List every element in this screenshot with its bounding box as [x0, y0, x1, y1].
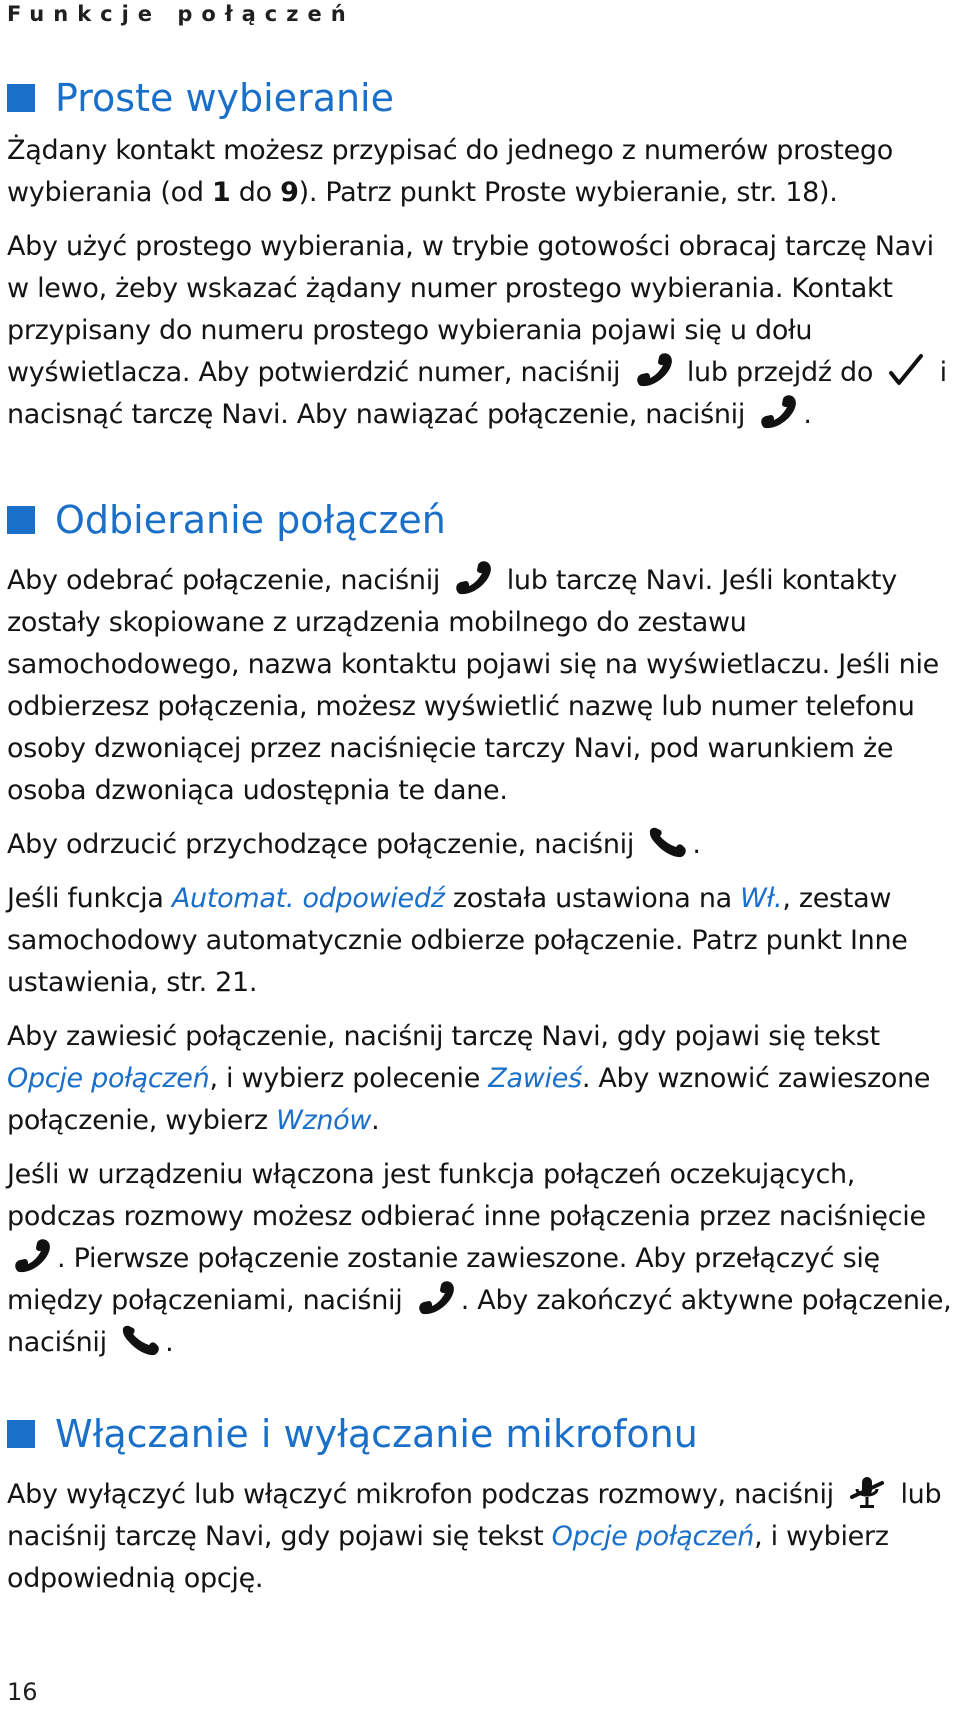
- text: .: [803, 399, 812, 430]
- text: . Pierwsze połączenie zostanie zawieszone. Aby przełączyć się między połączeniami, naciśnij: [7, 1243, 880, 1316]
- paragraph: [7, 130, 957, 214]
- text: .: [692, 829, 701, 860]
- heading-text: Włączanie i wyłączanie mikrofonu: [55, 1412, 698, 1456]
- text: Aby zawiesić połączenie, naciśnij tarczę Navi, gdy pojawi się tekst: [7, 1021, 880, 1052]
- text: do: [230, 177, 281, 208]
- section-heading: [7, 494, 957, 546]
- heading-text: Odbieranie połączeń: [55, 498, 446, 542]
- paragraph: [7, 1154, 957, 1364]
- call-key-icon: [633, 353, 675, 389]
- text: . Aby zakończyć aktywne połączenie, naciśnij: [7, 1285, 952, 1358]
- paragraph: [7, 824, 957, 866]
- text: lub naciśnij tarczę Navi, gdy pojawi się tekst: [7, 1479, 942, 1552]
- key-label: 1: [211, 177, 231, 208]
- call-key-icon: [452, 561, 494, 597]
- paragraph: [7, 878, 957, 1004]
- option-value: Wł.: [740, 883, 783, 914]
- text: .: [165, 1327, 174, 1358]
- page-number: 16: [7, 1678, 38, 1706]
- paragraph: [7, 226, 957, 436]
- paragraph: [7, 1474, 957, 1600]
- key-label: 9: [280, 177, 299, 208]
- end-key-icon: [646, 825, 688, 861]
- section-answering-calls: [7, 494, 957, 1376]
- text: Jeśli funkcja: [7, 883, 172, 914]
- paragraph: [7, 560, 957, 812]
- text: .: [371, 1105, 380, 1136]
- mute-key-icon: [846, 1475, 888, 1511]
- text: lub przejdź do: [686, 357, 874, 388]
- call-key-icon: [757, 395, 799, 431]
- running-head: Funkcje połączeń: [7, 2, 355, 26]
- section-heading: [7, 1408, 957, 1460]
- text: lub tarczę Navi. Jeśli kontakty zostały skopiowane z urządzenia mobilnego do zestawu samochodowego, nazwa kontaktu pojawi się na wyświetlaczu. Jeśli nie odbierzesz połączenia, możesz wyświetlić nazwę lub numer telefonu osoby dzwoniącej przez naciśnięcie tarczy Navi, pod warunkiem że osoba dzwoniąca udostępnia te dane.: [7, 565, 939, 806]
- text: i nacisnąć tarczę Navi. Aby nawiązać połączenie, naciśnij: [7, 357, 947, 430]
- text: Aby wyłączyć lub włączyć mikrofon podczas rozmowy, naciśnij: [7, 1479, 834, 1510]
- option-name: Wznów: [276, 1105, 372, 1136]
- text: Aby odebrać połączenie, naciśnij: [7, 565, 441, 596]
- option-name: Opcje połączeń: [551, 1521, 755, 1552]
- section-heading: [7, 72, 957, 124]
- option-name: Automat. odpowiedź: [171, 883, 445, 914]
- heading-text: Proste wybieranie: [55, 76, 394, 120]
- text: . Aby wznowić zawieszone połączenie, wybierz: [7, 1063, 931, 1136]
- text: , zestaw samochodowy automatycznie odbierze połączenie. Patrz punkt Inne ustawienia, str. 21.: [7, 883, 908, 998]
- heading-bullet: [7, 506, 35, 534]
- text: , i wybierz odpowiednią opcję.: [7, 1521, 889, 1594]
- checkmark-icon: [885, 353, 927, 389]
- text: ). Patrz punkt Proste wybieranie, str. 18).: [298, 177, 838, 208]
- text: Aby użyć prostego wybierania, w trybie gotowości obracaj tarczę Navi w lewo, żeby wskazać żądany numer prostego wybierania. Kontakt przypisany do numeru prostego wybierania pojawi się u dołu wyświetlacza. Aby potwierdzić numer, naciśnij: [7, 231, 934, 388]
- section-microphone: [7, 1408, 957, 1612]
- option-name: Opcje połączeń: [7, 1063, 210, 1094]
- heading-bullet: [7, 84, 35, 112]
- text: Jeśli w urządzeniu włączona jest funkcja połączeń oczekujących, podczas rozmowy możesz odbierać inne połączenia przez naciśnięcie: [7, 1159, 926, 1232]
- call-key-icon: [11, 1239, 53, 1275]
- call-key-icon: [415, 1281, 457, 1317]
- section-speed-dial: [7, 72, 957, 448]
- text: Żądany kontakt możesz przypisać do jednego z numerów prostego wybierania (od: [7, 135, 893, 208]
- text: została ustawiona na: [444, 883, 741, 914]
- heading-bullet: [7, 1420, 35, 1448]
- text: , i wybierz polecenie: [209, 1063, 489, 1094]
- paragraph: [7, 1016, 957, 1142]
- option-name: Zawieś: [488, 1063, 582, 1094]
- text: Aby odrzucić przychodzące połączenie, naciśnij: [7, 829, 635, 860]
- end-key-icon: [119, 1323, 161, 1359]
